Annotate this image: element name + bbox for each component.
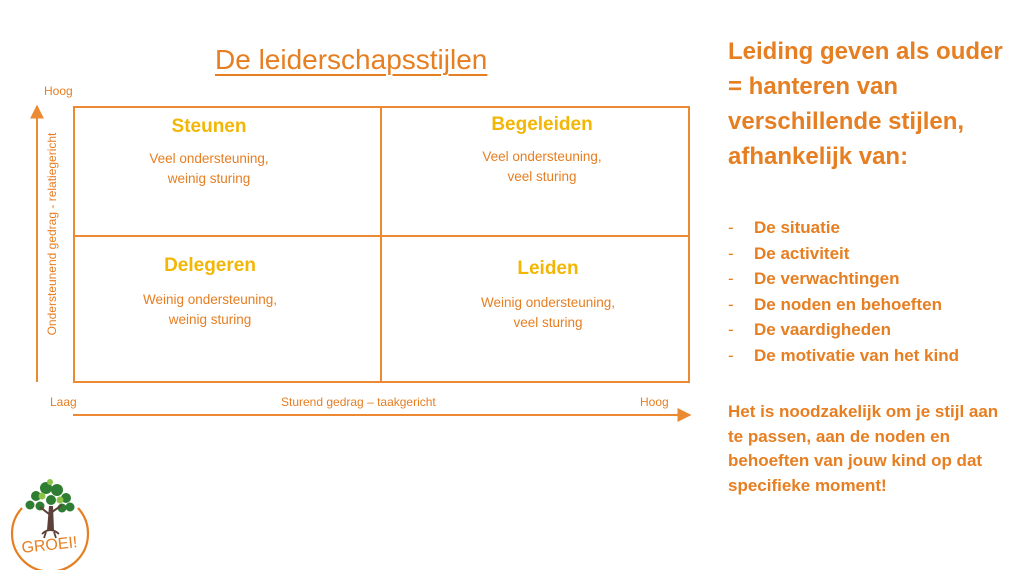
y-axis-label: Ondersteunend gedrag - relatiegericht <box>45 132 59 336</box>
bullet-dash: - <box>728 269 734 288</box>
factor-text: De activiteit <box>754 243 850 263</box>
quadrant-description: Veel ondersteuning, veel sturing <box>482 149 602 184</box>
bullet-dash: - <box>728 294 734 314</box>
factor-text: De motivatie van het kind <box>754 345 959 365</box>
bullet-dash: - <box>728 218 734 237</box>
bullet-dash: - <box>728 243 734 263</box>
quadrant-title: Begeleiden <box>491 114 593 135</box>
logo-text: GROEI! <box>20 534 79 557</box>
bullet-dash: - <box>728 345 734 365</box>
list-item <box>728 215 959 241</box>
quadrant-begeleiden <box>392 114 692 187</box>
quadrant-description: Veel ondersteuning, weinig sturing <box>149 151 269 186</box>
quadrant-steunen <box>59 116 359 189</box>
x-axis-label: Sturend gedrag – taakgericht <box>281 395 436 409</box>
list-item <box>728 292 959 318</box>
factor-text: De verwachtingen <box>754 269 900 288</box>
list-item <box>728 266 959 292</box>
grid-vertical-divider <box>380 106 382 383</box>
quadrant-leiden <box>398 258 698 333</box>
quadrant-title: Steunen <box>171 116 247 137</box>
factor-text: De noden en behoeften <box>754 294 942 314</box>
quadrant-description: Weinig ondersteuning, veel sturing <box>480 295 616 330</box>
quadrant-title: Delegeren <box>164 255 256 276</box>
x-axis-high-label: Hoog <box>640 395 669 409</box>
quadrant-title: Leiden <box>517 258 579 279</box>
bullet-dash: - <box>728 320 734 339</box>
conclusion-text: Het is noodzakelijk om je stijl aan te passen, aan de noden en behoeften van jouw kind op dat specifieke moment! <box>728 402 999 495</box>
factor-text: De situatie <box>754 218 840 237</box>
sidebar-heading: Leiding geven als ouder = hanteren van verschillende stijlen, afhankelijk van: <box>728 38 1003 170</box>
groei-logo <box>6 474 94 570</box>
y-axis-high-label: Hoog <box>44 84 73 98</box>
list-item <box>728 317 959 343</box>
grid-horizontal-divider <box>73 235 690 237</box>
quadrant-delegeren <box>60 255 360 330</box>
list-item <box>728 241 959 267</box>
list-item <box>728 343 959 369</box>
x-axis-low-label: Laag <box>50 395 77 409</box>
tree-icon <box>6 474 94 570</box>
factor-text: De vaardigheden <box>754 320 891 339</box>
diagram-title: De leiderschapsstijlen <box>215 44 488 75</box>
quadrant-description: Weinig ondersteuning, weinig sturing <box>142 292 278 327</box>
factor-list <box>728 215 959 368</box>
